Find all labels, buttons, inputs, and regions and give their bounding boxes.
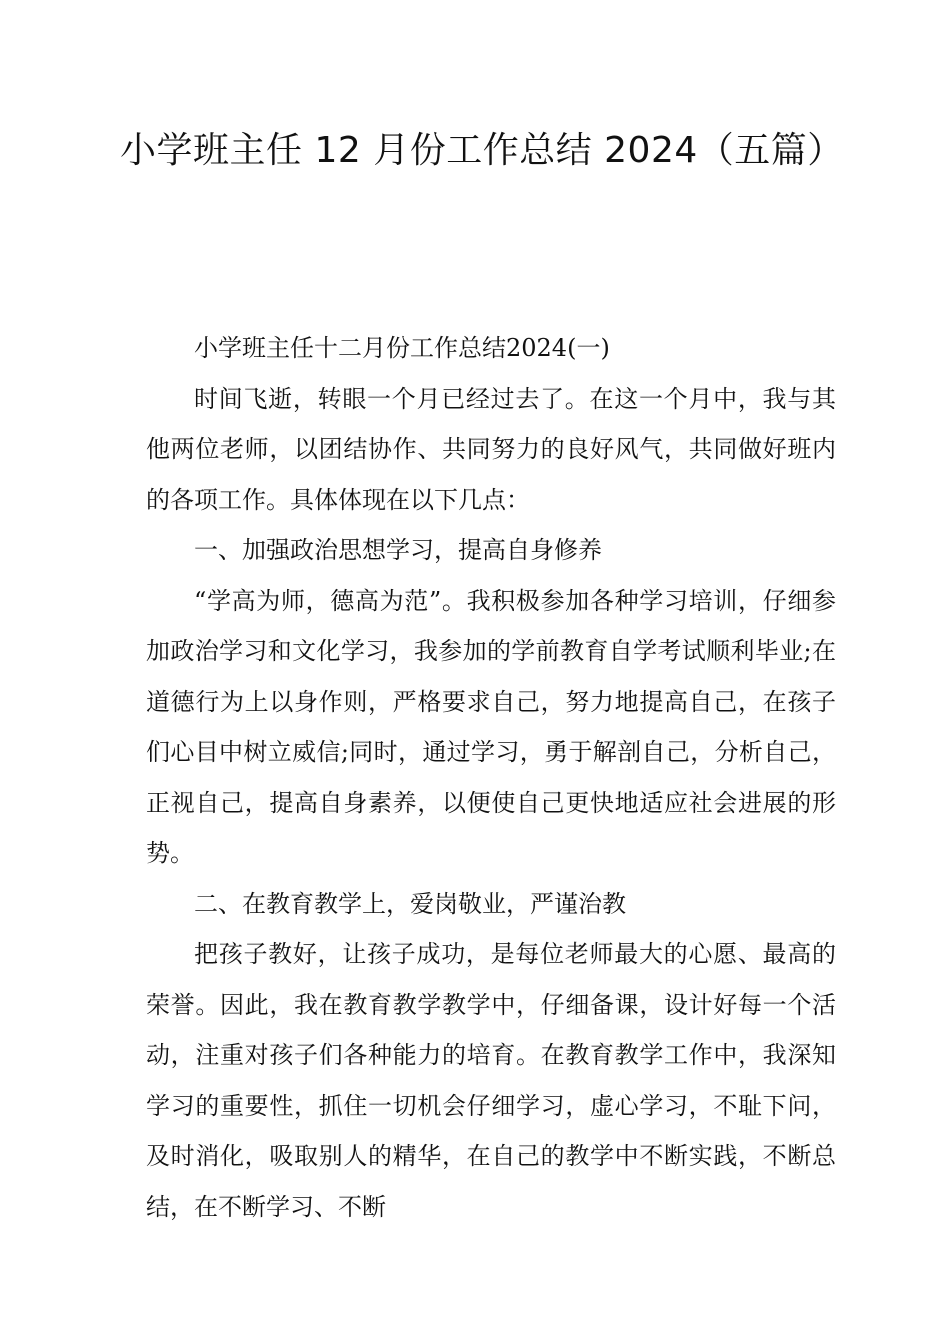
document-title: 小学班主任 12 月份工作总结 2024（五篇） — [120, 130, 844, 171]
section-heading-1: 小学班主任十二月份工作总结2024(一) — [194, 334, 610, 362]
section-heading-politics: 一、加强政治思想学习，提高自身修养 — [194, 536, 602, 564]
document-body — [146, 323, 836, 1232]
paragraph-politics: “学高为师，德高为范”。我积极参加各种学习培训，仔细参加政治学习和文化学习，我参加的学前教育自学考试顺利毕业;在道德行为上以身作则，严格要求自己，努力地提高自己，在孩子们心目中树立威信;同时，通过学习，勇于解剖自己，分析自己，正视自己，提高自身素养，以便使自己更快地适应社会进展的形势。 — [146, 586, 836, 867]
paragraph-teaching: 把孩子教好，让孩子成功，是每位老师最大的心愿、最高的荣誉。因此，我在教育教学教学中，仔细备课，设计好每一个活动，注重对孩子们各种能力的培育。在教育教学工作中，我深知学习的重要性，抓住一切机会仔细学习，虚心学习，不耻下问，及时消化，吸取别人的精华，在自己的教学中不断实践，不断总结，在不断学习、不断 — [146, 940, 836, 1221]
paragraph-intro: 时间飞逝，转眼一个月已经过去了。在这一个月中，我与其他两位老师，以团结协作、共同努力的良好风气，共同做好班内的各项工作。具体体现在以下几点： — [146, 384, 836, 514]
section-heading-teaching: 二、在教育教学上，爱岗敬业，严谨治教 — [194, 889, 626, 918]
